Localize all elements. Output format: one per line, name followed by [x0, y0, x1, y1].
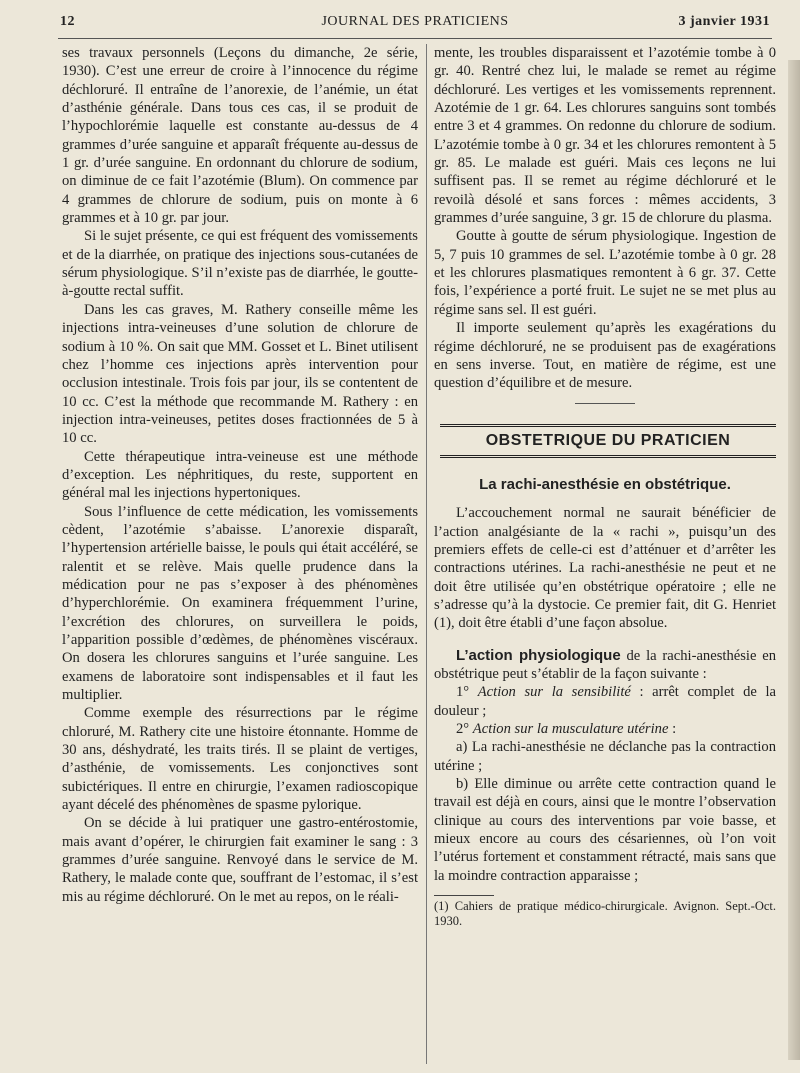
paragraph-text: de la rachi-anesthésie en obstétrique peut s’établir de la façon suivante : — [434, 647, 777, 682]
paragraph: Comme exemple des résurrections par le régime chloruré, M. Rathery cite une histoire étonnante. Homme de 30 ans, déshydraté, les traits tirés. Il se plaint de vertiges, d’asthénie, de vomissements. Les conjonctives sont subictériques. Il entre en chirurgie, l’examen radioscopique ayant décelé des phénomènes de spasme pylorique. — [62, 705, 418, 814]
issue-date: 3 janvier 1931 — [678, 14, 770, 29]
page-number: 12 — [60, 14, 75, 29]
list-item: b) Elle diminue ou arrête cette contraction quand le travail est déjà en cours, ainsi que le montre l’observation clinique au cours des interventions par voie basse, et mieux encore au cours des césariennes, où l’on voit l’utérus fortement et constamment rétracté, mais sans que la moindre contraction apparaisse ; — [434, 776, 776, 884]
column-divider — [426, 44, 427, 1064]
list-item: 1° Action sur la sensibilité : arrêt complet de la douleur ; — [434, 684, 776, 719]
list-item: 2° Action sur la musculature utérine : — [456, 721, 677, 737]
footnote: (1) Cahiers de pratique médico-chirurgicale. Avignon. Sept.-Oct. 1930. — [434, 899, 776, 929]
paragraph: Goutte à goutte de sérum physiologique. Ingestion de 5, 7 puis 10 grammes de sel. L’azotémie tombe à 0 gr. 28 et les chlorures plasmatiques remontent à 6 gr. 37. Cette fois, l’expérience a porté fruit. Le sujet ne se met plus au régime sans sel. Il est guéri. — [434, 228, 776, 318]
journal-title: JOURNAL DES PRATICIENS — [321, 14, 509, 29]
list-item-label: Action sur la musculature utérine — [472, 721, 669, 737]
paragraph: Sous l’influence de cette médication, les vomissements cèdent, l’azotémie s’abaisse. L’anorexie disparaît, l’hypertension artérielle baisse, le pouls qui était accéléré, se ralentit et se relève. Mais quelle prudence dans la médication pour ne pas s’exposer à des phénomènes d’hyperchlorémie. On examinera fréquemment l’urine, l’excrétion des chlorures, on surveillera le poids, l’apparition possible d’œdèmes, de phénomènes viscéraux. On dosera les chlorures sanguins et l’urée sanguine. Les examens de laboratoire sont indispensables et il faut les multiplier. — [62, 503, 418, 704]
section-title: OBSTETRIQUE DU PRATICIEN — [440, 424, 776, 458]
list-item-label: Action sur la sensibilité — [477, 684, 631, 701]
paragraph: ses travaux personnels (Leçons du dimanche, 2e série, 1930). C’est une erreur de croire à l’innocence du régime déchloruré. Il entraîne de l’anorexie, de l’anémie, un état d’asthénie générale. Dans tous ces cas, il se produit de l’hypochlorémie laquelle est constante au-dessus de 4 grammes d’urée sanguine et apparaît fréquente au-dessus de 1 gr. d’urée sanguine. En ordonnant du chlorure de sodium, on diminue de ce fait l’azotémie (Blum). On commence par 4 grammes de chlorure de sodium, puis on monte à 6 grammes et à 10 gr. par jour. — [62, 45, 418, 227]
paragraph: Si le sujet présente, ce qui est fréquent des vomissements et de la diarrhée, on pratique des injections sous-cutanées de sérum physiologique. S’il n’existe pas de diarrhée, le goutte-à-goutte rectal suffit. — [62, 228, 418, 300]
paragraph: Il importe seulement qu’après les exagérations du régime déchloruré, ne se produisent pas de exagérations en sens inverse. Tout, en matière de régime, est une question d’équilibre et de mesure. — [434, 320, 776, 392]
paragraph: On se décide à lui pratiquer une gastro-entérostomie, mais avant d’opérer, le chirurgien fait examiner le sang : 3 grammes d’urée sanguine. Renvoyé dans le service de M. Rathery, le malade conte que, souffrant de l’estomac, il s’est mis au régime déchloruré. On le met au repos, on le réali- — [62, 815, 418, 905]
footnote-rule — [434, 895, 494, 896]
right-column — [434, 44, 776, 929]
paragraph — [434, 647, 776, 684]
paragraph: Cette thérapeutique intra-veineuse est une méthode d’exception. Les néphritiques, du reste, supportent en général mal les injections hypertoniques. — [62, 448, 418, 502]
list-item: a) La rachi-anesthésie ne déclanche pas la contraction utérine ; — [434, 739, 776, 774]
paragraph: mente, les troubles disparaissent et l’azotémie tombe à 0 gr. 40. Rentré chez lui, le malade se remet au régime déchloruré. Les vertiges et les vomissements reprennent. Azotémie de 1 gr. 64. Les chlorures sanguins sont tombés entre 3 et 4 grammes. On redonne du chlorure de sodium. L’azotémie tombe à 0 gr. 34 et les chlorures remontent à 5 gr. 85. Le malade est guéri. Mais ces leçons ne lui suffisent pas. Il se remet au régime déchloruré et le revoilà désolé et sans forces : mêmes accidents, 3 grammes d’urée sanguine, 3 gr. 15 de chlorure du plasma. — [434, 45, 776, 227]
separator-rule — [575, 403, 635, 404]
page-header — [60, 14, 770, 36]
paragraph-lead: L’action physiologique — [456, 646, 621, 664]
left-column — [62, 44, 418, 906]
header-rule — [58, 38, 772, 39]
page-edge-shadow — [788, 60, 800, 1060]
article-title: La rachi-anesthésie en obstétrique. — [479, 475, 731, 493]
paragraph: L’accouchement normal ne saurait bénéficier de l’action analgésiante de la « rachi », puisqu’un des premiers effets de celle-ci est d’atténuer et d’arrêter les contractions utérines. La rachi-anesthésie ne peut et ne doit être utilisée qu’en obstétrique opératoire ; elle ne s’adresse qu’à la dystocie. Ce premier fait, dit G. Henriet (1), doit être établi d’une façon absolue. — [434, 505, 776, 632]
paragraph: Dans les cas graves, M. Rathery conseille même les injections intra-veineuses d’une solution de chlorure de sodium à 10 %. On sait que MM. Gosset et L. Binet utilisent chez l’homme ces injections après intervention pour occlusion intestinale. Trois fois par jour, ils se contentent de 10 cc. C’est la méthode que recommande M. Rathery : en injection intra-veineuses, petites doses fractionnées de 5 à 10 cc. — [62, 301, 418, 447]
